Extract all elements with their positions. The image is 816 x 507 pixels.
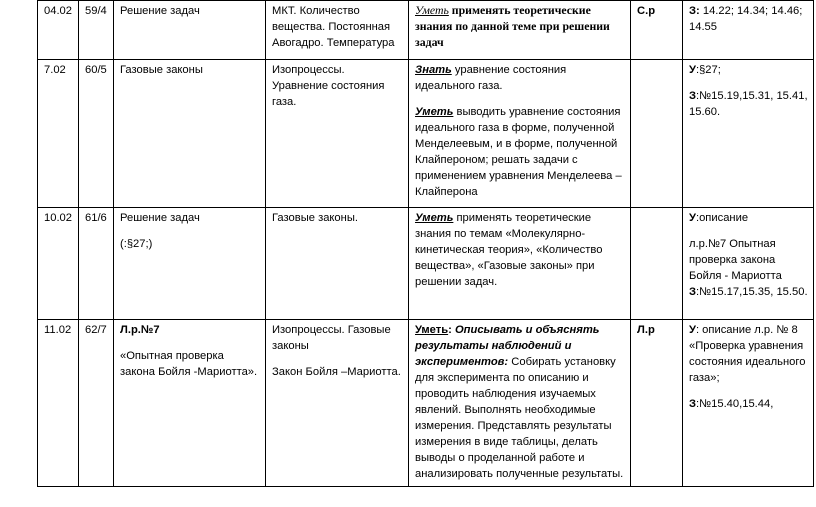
control-cell (631, 208, 683, 320)
topic-cell: Решение задач (114, 1, 266, 60)
homework-cell: У:§27; З:№15.19,15.31, 15.41, 15.60. (683, 60, 814, 208)
homework-cell: З: 14.22; 14.34; 14.46; 14.55 (683, 1, 814, 60)
control-cell: С.р (631, 1, 683, 60)
requirements-cell: Знать уравнение состояния идеального газа. Уметь выводить уравнение состояния идеального газа в форме, полученной Менделеевым, и в форме, полученной Клайпероном; решать задачи с применением уравнения Менделеева – Клайперона (409, 60, 631, 208)
lesson-number-cell: 60/5 (79, 60, 114, 208)
content-cell: Газовые законы. (266, 208, 409, 320)
control-cell: Л.р (631, 320, 683, 487)
topic-cell: Решение задач (:§27;) (114, 208, 266, 320)
date-cell: 04.02 (38, 1, 79, 60)
table-row (38, 320, 814, 487)
homework-cell: У:описание л.р.№7 Опытная проверка закона Бойля - Мариотта З:№15.17,15.35, 15.50. (683, 208, 814, 320)
table-row (38, 1, 814, 60)
table-row (38, 60, 814, 208)
content-cell: МКТ. Количество вещества. Постоянная Авогадро. Температура (266, 1, 409, 60)
content-cell: Изопроцессы. Уравнение состояния газа. (266, 60, 409, 208)
control-cell (631, 60, 683, 208)
date-cell: 10.02 (38, 208, 79, 320)
date-cell: 7.02 (38, 60, 79, 208)
topic-cell: Газовые законы (114, 60, 266, 208)
lesson-number-cell: 62/7 (79, 320, 114, 487)
homework-cell: У: описание л.р. № 8 «Проверка уравнения состояния идеального газа»; З:№15.40,15.44, (683, 320, 814, 487)
lesson-number-cell: 59/4 (79, 1, 114, 60)
requirements-cell: Уметь: Описывать и объяснять результаты наблюдений и экспериментов: Собирать установку для эксперимента по описанию и проводить наблюдения изучаемых явлений. Выполнять необходимые измерения. Представлять результаты измерения в виде таблицы, делать выводы о проделанной работе и анализировать полученные результаты. (409, 320, 631, 487)
requirements-cell: Уметь применять теоретические знания по темам «Молекулярно-кинетическая теория», «Количество вещества», «Газовые законы» при решении задач. (409, 208, 631, 320)
topic-cell: Л.р.№7 «Опытная проверка закона Бойля -Мариотта». (114, 320, 266, 487)
lesson-plan-table (37, 0, 814, 487)
table-row (38, 208, 814, 320)
content-cell: Изопроцессы. Газовые законы Закон Бойля –Мариотта. (266, 320, 409, 487)
requirements-cell: Уметь применять теоретические знания по данной теме при решении задач (409, 1, 631, 60)
date-cell: 11.02 (38, 320, 79, 487)
lesson-number-cell: 61/6 (79, 208, 114, 320)
